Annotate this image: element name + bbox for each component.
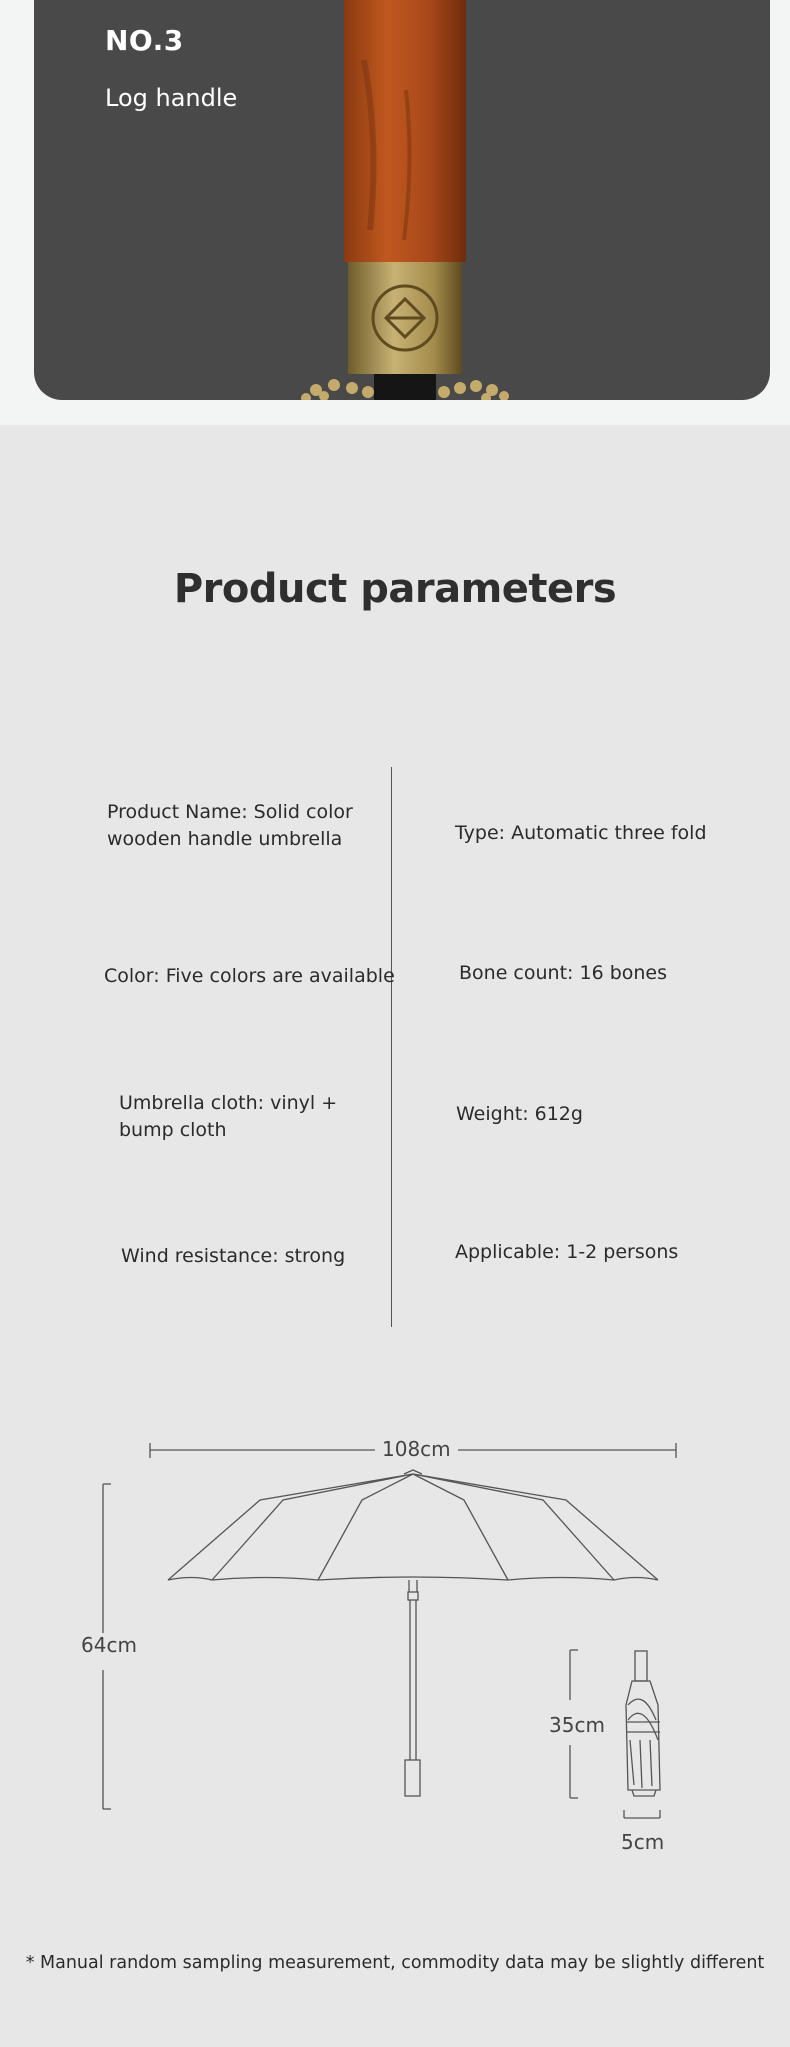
param-color: Color: Five colors are available [104,965,395,987]
folded-width-label: 5cm [621,1830,665,1854]
feature-card [34,0,770,400]
open-height-label: 64cm [81,1633,137,1657]
column-divider [391,767,392,1327]
open-width-label: 108cm [382,1437,451,1461]
feature-name: Log handle [105,84,238,112]
param-wind-resistance: Wind resistance: strong [121,1245,346,1267]
feature-section [0,0,790,425]
param-bone-count: Bone count: 16 bones [459,962,668,984]
section-title: Product parameters [173,566,617,612]
feature-number: NO.3 [105,24,184,57]
measurement-footnote: * Manual random sampling measurement, commodity data may be slightly different [25,1953,765,1973]
param-weight: Weight: 612g [456,1103,583,1125]
param-type: Type: Automatic three fold [455,822,707,844]
wooden-handle-image [34,0,770,400]
folded-length-label: 35cm [549,1713,605,1737]
param-product-name: Product Name: Solid color wooden handle umbrella [107,801,353,850]
param-umbrella-cloth: Umbrella cloth: vinyl + bump cloth [119,1092,338,1141]
param-applicable: Applicable: 1-2 persons [455,1241,679,1263]
